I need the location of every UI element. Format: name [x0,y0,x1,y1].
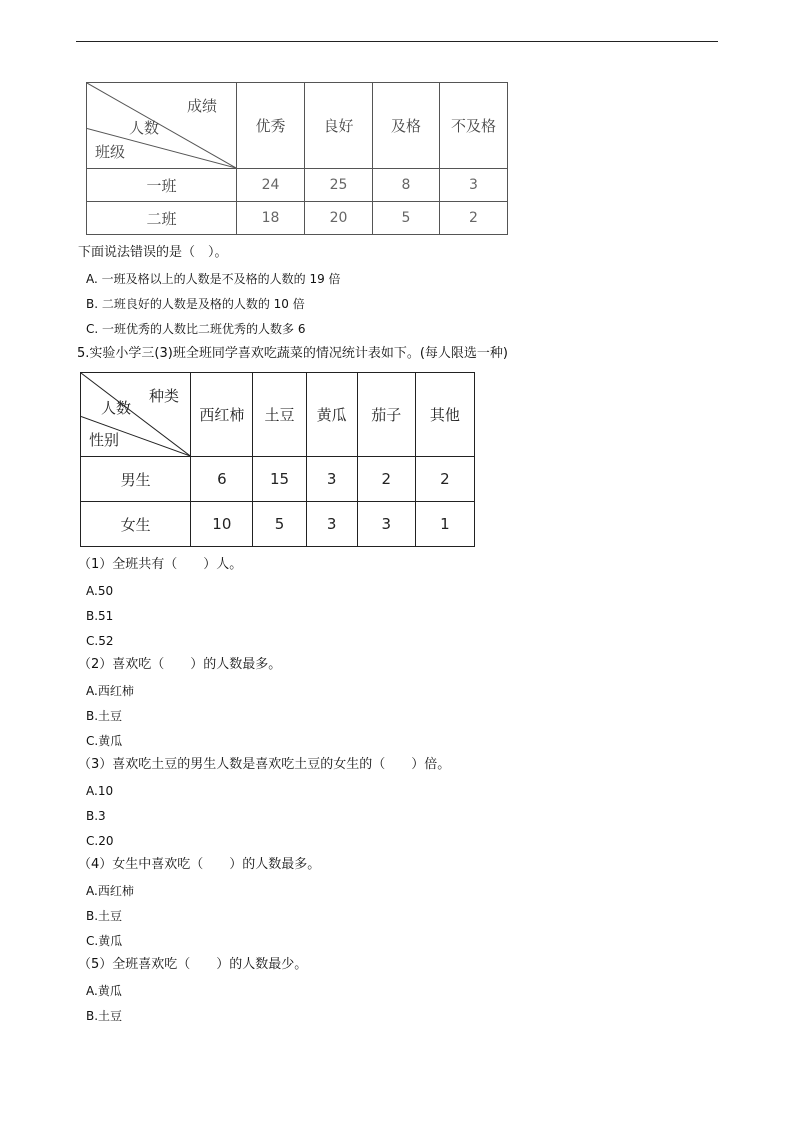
table-cell: 2 [357,457,415,502]
header-class-label: 班级 [95,143,126,161]
sub-question-stem: （4）女生中喜欢吃（ ）的人数最多。 [78,857,321,872]
option-b: B.3 [86,809,106,823]
row-label: 女生 [81,502,191,547]
header-rule [76,41,718,42]
option-c: C. 一班优秀的人数比二班优秀的人数多 6 [86,322,306,336]
option-a: A.10 [86,784,114,798]
question-5-stem: 5.实验小学三(3)班全班同学喜欢吃蔬菜的情况统计表如下。(每人限选一种) [77,346,508,361]
option-c: C.20 [86,834,114,848]
option-a: A. 一班及格以上的人数是不及格的人数的 19 倍 [86,272,341,286]
column-header: 其他 [415,373,474,457]
header-grade-label: 成绩 [187,97,218,115]
table-row [81,502,475,547]
sub-question-stem: （5）全班喜欢吃（ ）的人数最少。 [78,957,308,972]
question-stem: 下面说法错误的是（ ）。 [78,245,228,260]
column-header: 茄子 [357,373,415,457]
table-cell: 18 [237,202,305,235]
table-cell: 3 [440,169,508,202]
column-header: 土豆 [253,373,306,457]
table-cell: 24 [237,169,305,202]
table-cell: 6 [191,457,253,502]
table-cell: 8 [373,169,440,202]
option-c: C.黄瓜 [86,934,123,948]
table-cell: 5 [373,202,440,235]
table-cell: 2 [440,202,508,235]
sub-question-stem: （2）喜欢吃（ ）的人数最多。 [78,657,282,672]
table-cell: 20 [305,202,373,235]
header-type-label: 种类 [149,387,180,405]
table-cell: 15 [253,457,306,502]
option-b: B.土豆 [86,1009,123,1023]
column-header: 优秀 [237,83,305,169]
option-b: B.土豆 [86,909,123,923]
column-header: 黄瓜 [306,373,357,457]
header-count-label: 人数 [101,399,132,417]
table-cell: 10 [191,502,253,547]
sub-question-stem: （1）全班共有（ ）人。 [78,557,243,572]
sub-question-stem: （3）喜欢吃土豆的男生人数是喜欢吃土豆的女生的（ ）倍。 [78,757,451,772]
column-header: 良好 [305,83,373,169]
column-header: 及格 [373,83,440,169]
option-b: B.51 [86,609,114,623]
vegetable-table [80,372,475,547]
table-cell: 5 [253,502,306,547]
grade-table [86,82,508,235]
table-row [81,457,475,502]
option-a: A.黄瓜 [86,984,122,998]
option-c: C.黄瓜 [86,734,123,748]
diagonal-header-cell [81,373,191,457]
row-label: 男生 [81,457,191,502]
table-cell: 3 [306,502,357,547]
header-gender-label: 性别 [89,431,120,449]
option-a: A.西红柿 [86,884,134,898]
table-cell: 3 [357,502,415,547]
table-cell: 2 [415,457,474,502]
option-a: A.西红柿 [86,684,134,698]
table-cell: 1 [415,502,474,547]
column-header: 不及格 [440,83,508,169]
header-count-label: 人数 [129,119,160,137]
diagonal-header-cell [87,83,237,169]
row-label: 二班 [87,202,237,235]
option-c: C.52 [86,634,114,648]
table-row [87,202,508,235]
option-b: B. 二班良好的人数是及格的人数的 10 倍 [86,297,305,311]
table-cell: 25 [305,169,373,202]
table-row [87,169,508,202]
table-cell: 3 [306,457,357,502]
column-header: 西红柿 [191,373,253,457]
option-a: A.50 [86,584,114,598]
option-b: B.土豆 [86,709,123,723]
row-label: 一班 [87,169,237,202]
